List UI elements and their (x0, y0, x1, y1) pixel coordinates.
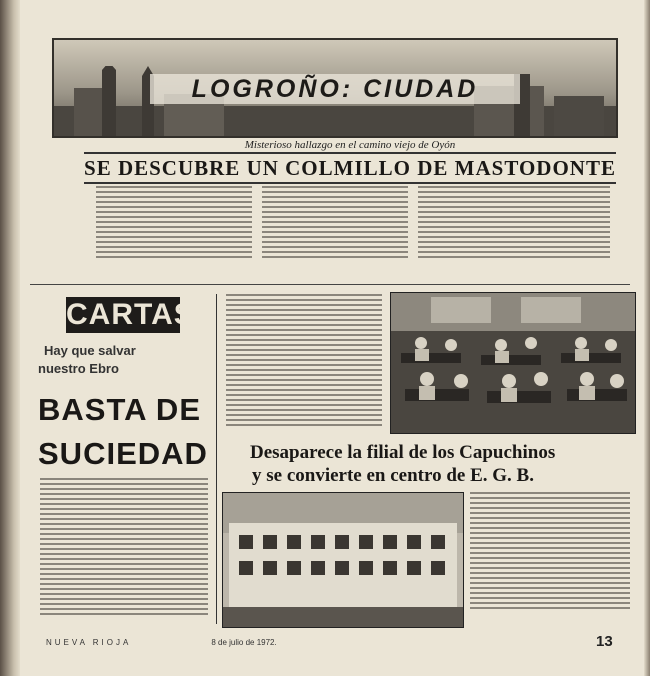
school-building-illustration (223, 493, 463, 627)
letters-kicker-line: Hay que salvar (44, 343, 136, 358)
letters-body (40, 478, 208, 618)
letters-logo: CARTAS (66, 298, 195, 331)
article-column (96, 186, 252, 258)
story-kicker: Misterioso hallazgo en el camino viejo de Oyón (244, 139, 456, 151)
story2-headline-line: Desaparece la filial de los Capuchinos (250, 442, 556, 463)
letters-title-line: SUCIEDAD (38, 436, 208, 471)
article-column (226, 294, 382, 428)
story2-headline (250, 441, 640, 487)
column-rule (216, 294, 217, 624)
letters-kicker (38, 342, 188, 378)
section-masthead (52, 38, 618, 138)
story-headline: SE DESCUBRE UN COLMILLO DE MASTODONTE (84, 152, 616, 184)
letters-title (38, 388, 208, 476)
section-title: LOGROÑO: CIUDAD (150, 74, 520, 104)
letters-kicker-line: nuestro Ebro (38, 361, 119, 376)
page-binding (0, 0, 20, 676)
page-edge (644, 0, 650, 676)
classroom-photo-illustration (391, 293, 635, 433)
section-divider (30, 284, 630, 285)
page-footer (46, 638, 606, 647)
publication-name: NUEVA RIOJA (46, 638, 131, 647)
article-column (470, 492, 630, 610)
letters-title-line: BASTA DE (38, 392, 201, 427)
story2-headline-line: y se convierte en centro de E. G. B. (252, 465, 534, 486)
page-number: 13 (596, 633, 613, 650)
article-column (262, 186, 408, 258)
publication-date: 8 de julio de 1972. (211, 638, 277, 647)
article-column (418, 186, 610, 258)
building-photo (222, 492, 464, 628)
classroom-photo (390, 292, 636, 434)
